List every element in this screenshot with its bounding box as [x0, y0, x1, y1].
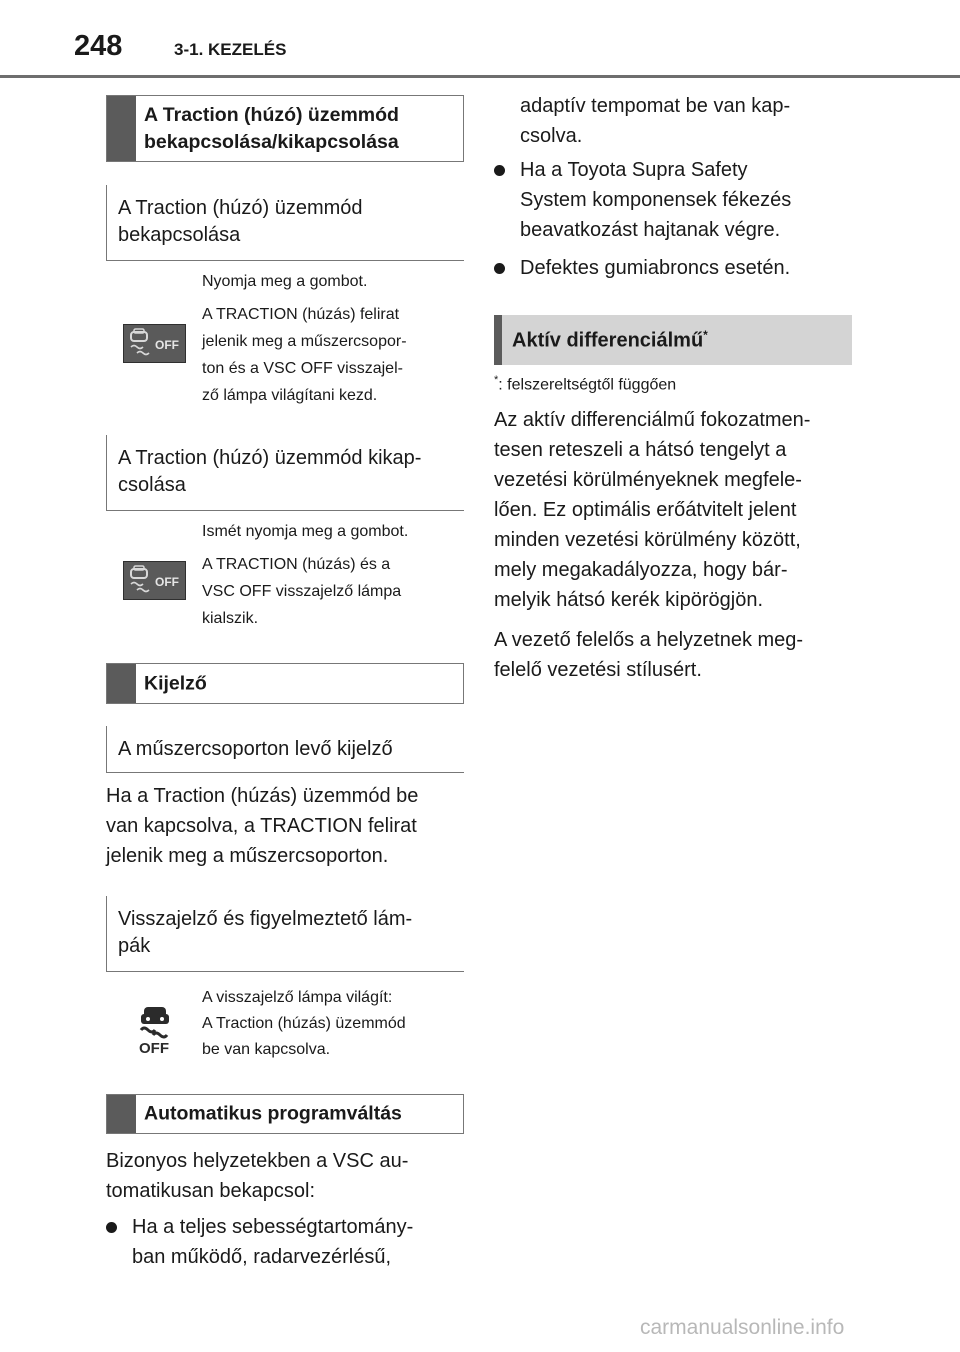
title-bar [107, 96, 136, 161]
title-bar [107, 664, 136, 703]
title-text: Aktív differenciálmű* [512, 328, 708, 352]
auto-paragraph: Bizonyos helyzetekben a VSC au- tomatikusan bekapcsol: [106, 1150, 409, 1202]
section-title: 3-1. KEZELÉS [174, 40, 287, 59]
bullet-icon [106, 1222, 117, 1233]
bullet-icon [494, 263, 505, 274]
bullet-continuation: adaptív tempomat be van kap- csolva. [520, 95, 791, 147]
title-box-auto [106, 1094, 464, 1134]
watermark: carmanualsonline.info [640, 1316, 845, 1339]
subheading-off: A Traction (húzó) üzemmód kikap- csolása [106, 435, 464, 511]
off-instructions: Ismét nyomja meg a gombot. A TRACTION (húzás) és a VSC OFF visszajelző lámpa kialszik. [202, 523, 409, 627]
vsc-off-indicator-icon [138, 1003, 172, 1060]
title-text: A Traction (húzó) üzemmód bekapcsolása/kikapcsolása [144, 103, 399, 153]
svg-text:OFF: OFF [155, 338, 179, 352]
title-text: Kijelző [144, 672, 207, 694]
bullet-icon [494, 165, 505, 176]
differential-paragraph: Az aktív differenciálmű fokozatmen- tesen reteszeli a hátsó tengelyt a vezetési körülményeknek megfele- lően. Ez optimális erőátvitelt jelent minden vezetési körülmény között, mely megakadályozza, hogy bár- melyik hátsó kerék kipörögjön. [494, 409, 811, 611]
svg-text:OFF: OFF [139, 1040, 169, 1055]
subheading-on: A Traction (húzó) üzemmód bekapcsolása [106, 185, 464, 261]
subheading-indicators: Visszajelző és figyelmeztető lám- pák [106, 896, 464, 972]
indicator-description: A visszajelző lámpa világít: A Traction (húzás) üzemmód be van kapcsolva. [202, 989, 406, 1058]
traction-off-icon [123, 561, 186, 600]
display-paragraph: Ha a Traction (húzás) üzemmód be van kapcsolva, a TRACTION felirat jelenik meg a műszercsoporton. [106, 785, 419, 867]
subheading-display: A műszercsoporton levő kijelző [106, 726, 464, 773]
title-box-display [106, 663, 464, 704]
title-bar [107, 1095, 136, 1133]
title-text: Automatikus programváltás [144, 1102, 402, 1125]
footnote: *: felszereltségtől függően [494, 374, 677, 394]
driver-responsibility-paragraph: A vezető felelős a helyzetnek meg- felelő vezetési stílusért. [494, 629, 804, 681]
title-bar [494, 315, 502, 365]
svg-text:OFF: OFF [155, 575, 179, 589]
on-instructions: Nyomja meg a gombot. A TRACTION (húzás) felirat jelenik meg a műszercsopor- ton és a VSC OFF visszajel- ző lámpa világítani kezd. [202, 273, 407, 404]
title-box-traction [106, 95, 464, 162]
header-divider [0, 75, 960, 78]
title-box-active-differential [494, 315, 852, 365]
page-number: 248 [74, 30, 123, 62]
traction-off-icon [123, 324, 186, 363]
